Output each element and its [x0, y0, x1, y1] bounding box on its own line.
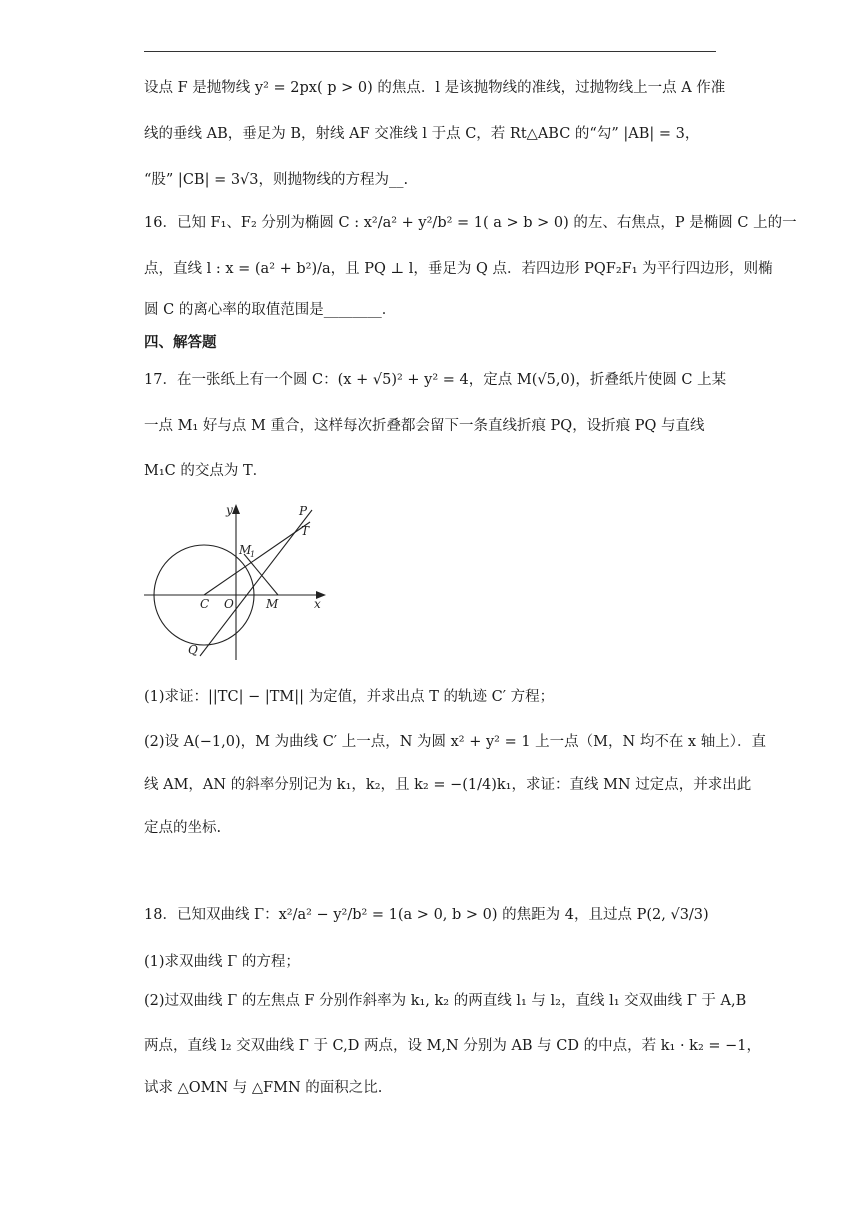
label-y: y: [226, 503, 233, 517]
problem-16-line-2: 点，直线 l : x = (a² + b²)/a，且 PQ ⊥ l，垂足为 Q 点．若四边形 PQF₂F₁ 为平行四边形，则椭: [144, 261, 773, 277]
label-o: O: [224, 597, 234, 611]
problem-17-part-2-line-2: 线 AM，AN 的斜率分别记为 k₁，k₂，且 k₂ = −(1/4)k₁，求证：直线 MN 过定点，并求出此: [144, 777, 752, 793]
problem-18-part-1: (1)求双曲线 Γ 的方程；: [144, 954, 300, 970]
y-axis-arrow-icon: [232, 504, 240, 514]
label-p: P: [299, 504, 308, 518]
label-m1-subscript: 1: [250, 550, 256, 559]
problem-18-part-2-line-1: (2)过双曲线 Γ 的左焦点 F 分别作斜率为 k₁, k₂ 的两直线 l₁ 与 l₂，直线 l₁ 交双曲线 Γ 于 A,B: [144, 993, 747, 1009]
text-line-1: 设点 F 是抛物线 y² = 2px( p > 0) 的焦点．l 是该抛物线的准线，过抛物线上一点 A 作准: [144, 80, 726, 96]
problem-17-line-3: M₁C 的交点为 T．: [144, 463, 268, 479]
problem-17-part-1: (1)求证：||TC| − |TM|| 为定值，并求出点 T 的轨迹 C′ 方程；: [144, 689, 555, 705]
label-c: C: [200, 597, 210, 611]
problem-16-line-1: 16．已知 F₁、F₂ 分别为椭圆 C : x²/a² + y²/b² = 1( a > b > 0) 的左、右焦点，P 是椭圆 C 上的一: [144, 215, 797, 231]
label-x: x: [314, 597, 321, 611]
header-rule: [144, 51, 716, 52]
circle-fold-diagram: [144, 500, 344, 670]
problem-18-part-2-line-3: 试求 △OMN 与 △FMN 的面积之比.: [144, 1080, 383, 1096]
problem-16-line-3: 圆 C 的离心率的取值范围是________．: [144, 302, 397, 318]
text-line-3: “股” |CB| = 3√3，则抛物线的方程为__.: [144, 172, 409, 188]
problem-17-part-2-line-3: 定点的坐标.: [144, 820, 222, 836]
text-line-2: 线的垂线 AB，垂足为 B，射线 AF 交准线 l 于点 C，若 Rt△ABC 的“勾” |AB| = 3，: [144, 126, 700, 142]
problem-17-line-2: 一点 M₁ 好与点 M 重合，这样每次折叠都会留下一条直线折痕 PQ，设折痕 PQ 与直线: [144, 418, 705, 434]
section-heading: 四、解答题: [144, 335, 217, 351]
label-t: T: [301, 524, 310, 538]
label-m1: M: [239, 543, 252, 557]
label-q: Q: [188, 643, 198, 657]
problem-17-line-1: 17．在一张纸上有一个圆 C：(x + √5)² + y² = 4，定点 M(√5,0)，折叠纸片使圆 C 上某: [144, 372, 727, 388]
label-m: M: [266, 597, 279, 611]
problem-18-line-1: 18．已知双曲线 Γ：x²/a² − y²/b² = 1(a > 0, b > 0) 的焦距为 4，且过点 P(2, √3/3): [144, 907, 709, 923]
problem-18-part-2-line-2: 两点，直线 l₂ 交双曲线 Γ 于 C,D 两点，设 M,N 分别为 AB 与 CD 的中点，若 k₁ · k₂ = −1，: [144, 1038, 761, 1054]
line-c-t: [204, 522, 310, 595]
problem-17-part-2-line-1: (2)设 A(−1,0)，M 为曲线 C′ 上一点，N 为圆 x² + y² = 1 上一点（M，N 均不在 x 轴上）．直: [144, 734, 766, 750]
